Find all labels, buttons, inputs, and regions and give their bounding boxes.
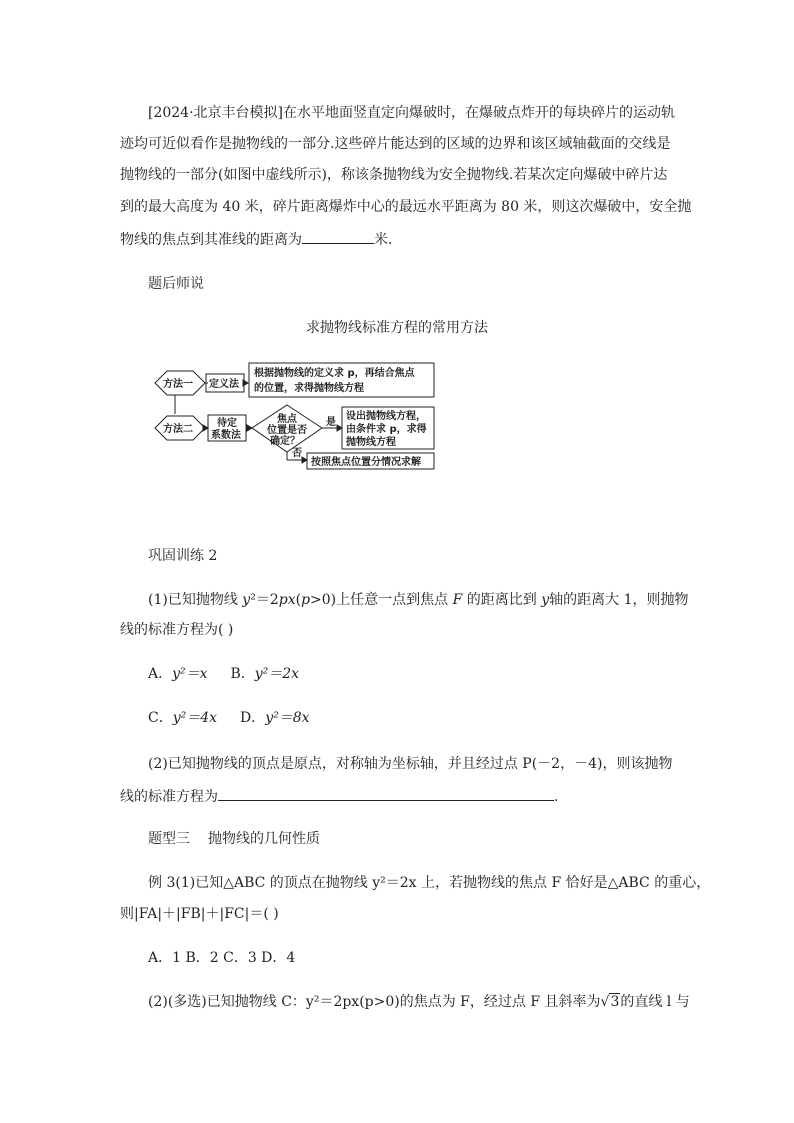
example3-line-1: 例 3(1)已知△ABC 的顶点在抛物线 y²＝2x 上，若抛物线的焦点 F 恰好是△ABC 的重心，	[148, 875, 711, 891]
example3-line-2: 则|FA|＋|FB|＋|FC|＝( )	[120, 906, 279, 922]
q1-text-e: (	[295, 592, 302, 608]
def-text-1: 根据抛物线的定义求 p，再结合焦点	[254, 368, 415, 379]
problem-line-5-text: 物线的焦点到其准线的距离为	[120, 232, 302, 248]
problem-line-5-unit: 米.	[374, 232, 393, 248]
option-a-label: A．	[148, 666, 173, 682]
flowchart-title: 求抛物线标准方程的常用方法	[306, 320, 488, 336]
teacher-note-heading: 题后师说	[148, 276, 204, 292]
method-flowchart	[150, 352, 440, 472]
yes-text-2: 由条件求 p，求得	[346, 424, 427, 435]
answer-blank[interactable]	[302, 230, 374, 244]
option-d-label: D．	[239, 710, 266, 726]
method1-label: 方法一	[163, 379, 193, 390]
q1-text-j: y	[541, 592, 550, 608]
practice-q1-line-2: 线的标准方程为( )	[120, 622, 234, 638]
example3-l4-b: 的直线 l 与	[620, 994, 690, 1010]
practice-q1-line-1	[148, 592, 689, 608]
option-a-value: y²＝x	[172, 666, 208, 682]
practice-q1-options-cd	[148, 710, 310, 726]
problem-line-5	[120, 230, 392, 248]
q2-text: 线的标准方程为	[120, 789, 218, 805]
practice-q2-line-2	[120, 787, 558, 805]
practice-q1-options-ab	[148, 666, 299, 682]
type3-heading	[148, 831, 320, 847]
q1-text-g: >0)上任意一点到焦点	[310, 592, 453, 608]
example3-line-4	[148, 994, 690, 1010]
q2-end: .	[554, 789, 559, 805]
q1-text-k: 轴的距离大 1，则抛物	[549, 592, 689, 608]
yes-text-3: 抛物线方程	[346, 437, 396, 448]
undetermined-label-1: 待定	[217, 418, 237, 429]
option-d-value: y²＝8x	[265, 710, 310, 726]
problem-line-4: 到的最大高度为 40 米，碎片距离爆炸中心的最远水平距离为 80 米，则这次爆破中，安全抛	[120, 199, 692, 215]
decision-label-2: 位置是否	[267, 425, 307, 436]
undetermined-label-2: 系数法	[211, 430, 241, 441]
option-b-value: y²＝2x	[254, 666, 300, 682]
yes-text-1: 设出抛物线方程，	[346, 411, 426, 422]
sqrt-radicand: 3	[610, 994, 620, 1010]
yes-label: 是	[326, 417, 336, 428]
no-text: 按照焦点位置分情况求解	[311, 457, 421, 468]
practice-q2-line-1: (2)已知抛物线的顶点是原点，对称轴为坐标轴，并且经过点 P(－2，－4)，则该抛物	[148, 756, 673, 772]
def-text-2: 的位置，求得抛物线方程	[254, 383, 364, 394]
q1-text-f: p	[301, 592, 311, 608]
q1-text-i: 的距离比到	[462, 592, 542, 608]
q1-text-a: (1)已知抛物线	[148, 592, 243, 608]
decision-label-1: 焦点	[277, 414, 297, 425]
practice-title: 巩固训练 2	[148, 548, 218, 564]
type3-label: 题型三	[148, 831, 190, 847]
decision-label-3: 确定？	[270, 436, 300, 447]
q2-answer-blank[interactable]	[218, 787, 554, 801]
problem-line-3: 抛物线的一部分(如图中虚线所示)，称该条抛物线为安全抛物线.若某次定向爆破中碎片达	[120, 167, 668, 183]
problem-line-2: 迹均可近似看作是抛物线的一部分.这些碎片能达到的区域的边界和该区域轴截面的交线是	[120, 136, 671, 152]
q1-text-c: ²＝2	[250, 592, 279, 608]
no-label: 否	[292, 448, 302, 459]
q1-text-b: y	[242, 592, 251, 608]
method2-label: 方法二	[163, 424, 193, 435]
option-b-label: B．	[230, 666, 255, 682]
option-c-label: C．	[148, 710, 173, 726]
option-c-value: y²＝4x	[172, 710, 218, 726]
problem-line-1: [2024·北京丰台模拟]在水平地面竖直定向爆破时，在爆破点炸开的每块碎片的运动轨	[148, 105, 676, 121]
example3-options: A．1 B．2 C．3 D．4	[148, 950, 296, 966]
sqrt-symbol: √3	[600, 994, 620, 1010]
q1-text-h: F	[452, 592, 463, 608]
def-method-label: 定义法	[209, 379, 239, 390]
type3-title: 抛物线的几何性质	[208, 831, 320, 847]
example3-l4-a: (2)(多选)已知抛物线 C：y²＝2px(p>0)的焦点为 F，经过点 F 且斜率为	[148, 994, 601, 1010]
q1-text-d: px	[278, 592, 296, 608]
